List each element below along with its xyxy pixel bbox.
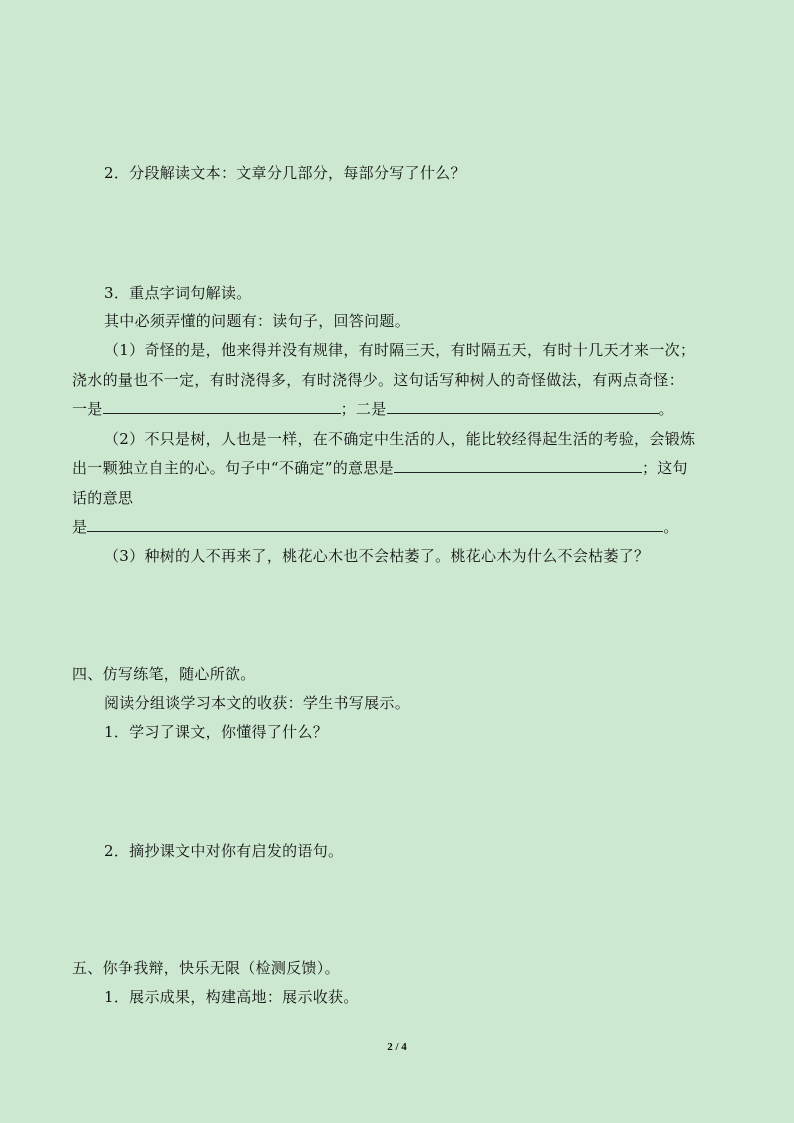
question-3-2-line1: （2）不只是树，人也是一样，在不确定中生活的人，能比较经得起生活的考验，会锻炼 [104,430,696,448]
answer-b-blank[interactable] [387,399,659,414]
answer-a-blank[interactable] [103,399,341,414]
question-3-2-line2-tail: ；这句 [641,459,688,477]
section-5-question-1: 1．展示成果，构建高地：展示收获。 [104,988,359,1006]
answer-end: 。 [658,400,674,418]
section-4-question-1: 1．学习了课文，你懂得了什么？ [104,723,329,741]
question-3-1-line2: 浇水的量也不一定，有时浇得多，有时浇得少。这句话写种树人的奇怪做法，有两点奇怪： [72,371,685,389]
answer-b-label: ；二是 [340,400,387,418]
question-3-3: （3）种树的人不再来了，桃花心木也不会枯萎了。桃花心木为什么不会枯萎了？ [104,547,650,565]
question-3-title: 3．重点字词句解读。 [104,284,252,302]
section-4-question-2: 2．摘抄课文中对你有启发的语句。 [104,842,344,860]
question-3-2-line4 [72,517,679,537]
section-4-title: 四、仿写练笔，随心所欲。 [72,665,256,683]
sentence-meaning-end: 。 [663,518,679,536]
uncertain-meaning-blank[interactable] [394,458,642,473]
question-2: 2．分段解读文本：文章分几部分，每部分写了什么？ [104,164,466,182]
page-number: 2 / 4 [387,1041,407,1053]
question-3-2-line2-text: 出一颗独立自主的心。句子中“不确定”的意思是 [72,459,394,477]
sentence-meaning-label: 是 [72,518,88,536]
question-3-1-line1: （1）奇怪的是，他来得并没有规律，有时隔三天，有时隔五天，有时十几天才来一次； [104,341,696,359]
question-3-2-line3: 话的意思 [72,489,134,507]
question-3-1-answer-row [72,399,674,419]
section-5-title: 五、你争我辩，快乐无限（检测反馈）。 [72,959,340,977]
section-4-intro: 阅读分组谈学习本文的收获：学生书写展示。 [104,694,411,712]
question-3-2-line2 [72,458,688,478]
question-3-intro: 其中必须弄懂的问题有：读句子，回答问题。 [104,312,411,330]
answer-a-label: 一是 [72,400,103,418]
sentence-meaning-blank[interactable] [87,517,663,532]
